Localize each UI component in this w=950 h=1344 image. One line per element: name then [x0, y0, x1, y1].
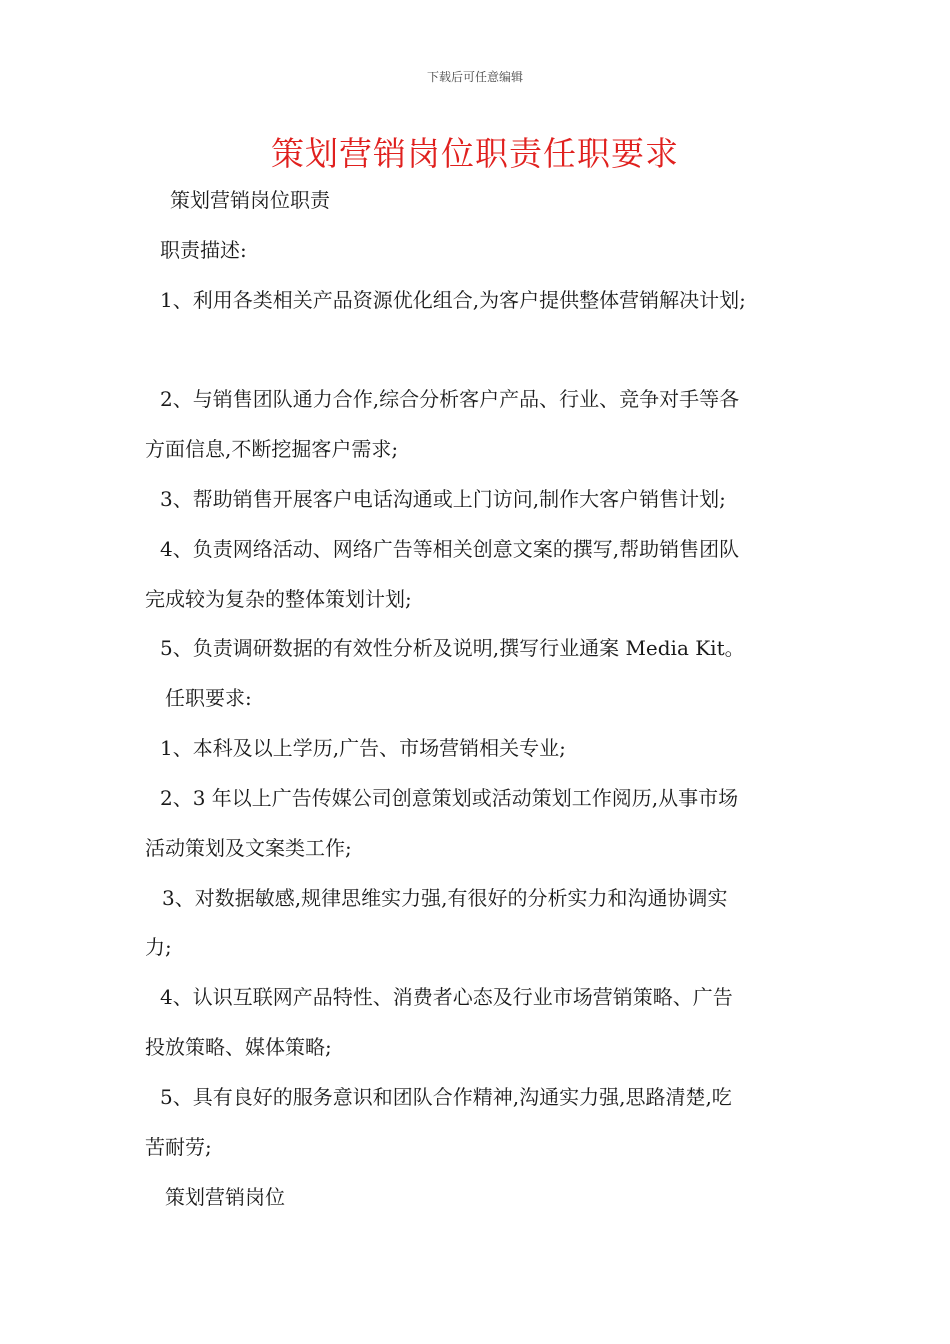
body-line-duty-4b: 完成较为复杂的整体策划计划; [145, 587, 412, 611]
body-line-req-4b: 投放策略、媒体策略; [145, 1035, 332, 1059]
body-line-duties-label: 职责描述: [160, 238, 247, 262]
body-line-req-4a: 4、认识互联网产品特性、消费者心态及行业市场营销策略、广告 [160, 985, 733, 1009]
document-title: 策划营销岗位职责任职要求 [271, 134, 679, 173]
body-line-req-2a: 2、3 年以上广告传媒公司创意策划或活动策划工作阅历,从事市场 [160, 786, 739, 810]
body-line-req-3a: 3、对数据敏感,规律思维实力强,有很好的分析实力和沟通协调实 [162, 886, 728, 910]
body-line-duty-5: 5、负责调研数据的有效性分析及说明,撰写行业通案 Media Kit。 [160, 636, 745, 660]
body-line-duty-1: 1、利用各类相关产品资源优化组合,为客户提供整体营销解决计划; [160, 288, 746, 312]
body-line-req-5a: 5、具有良好的服务意识和团队合作精神,沟通实力强,思路清楚,吃 [160, 1085, 732, 1109]
body-line-duty-4a: 4、负责网络活动、网络广告等相关创意文案的撰写,帮助销售团队 [160, 537, 740, 561]
body-line-req-5b: 苦耐劳; [145, 1135, 212, 1159]
body-line-requirements-label: 任职要求: [165, 686, 252, 710]
header-note: 下载后可任意编辑 [426, 70, 523, 84]
body-line-duty-2a: 2、与销售团队通力合作,综合分析客户产品、行业、竞争对手等各 [160, 387, 740, 411]
body-line-closing-heading: 策划营销岗位 [165, 1185, 285, 1209]
body-line-duty-2b: 方面信息,不断挖掘客户需求; [145, 437, 399, 461]
body-line-duty-3: 3、帮助销售开展客户电话沟通或上门访问,制作大客户销售计划; [160, 487, 726, 511]
body-line-section-heading: 策划营销岗位职责 [170, 188, 330, 212]
body-line-req-3b: 力; [145, 935, 172, 959]
body-line-req-2b: 活动策划及文案类工作; [145, 836, 352, 860]
body-line-req-1: 1、本科及以上学历,广告、市场营销相关专业; [160, 736, 566, 760]
